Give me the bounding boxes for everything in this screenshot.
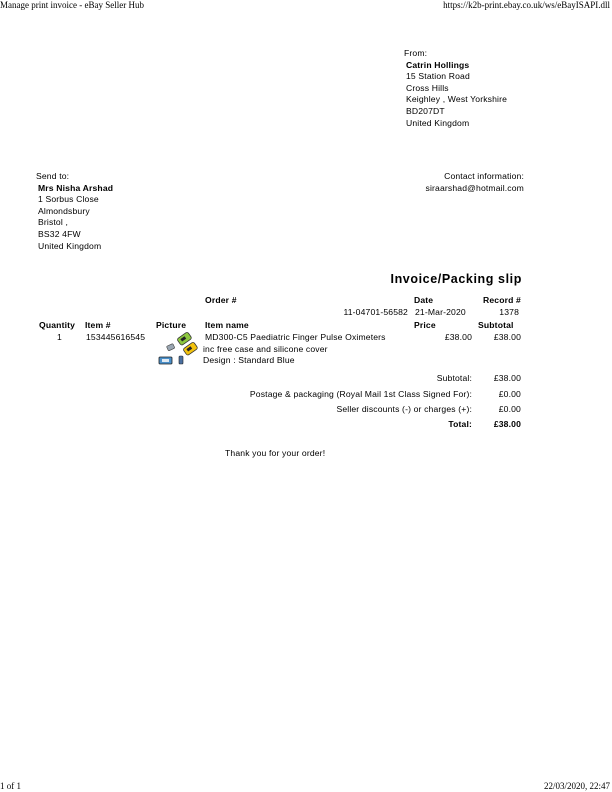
- item-variation: Design : Standard Blue: [203, 355, 295, 366]
- from-name: Catrin Hollings: [406, 59, 470, 70]
- send-to-line: 1 Sorbus Close: [38, 194, 99, 205]
- order-number-label: Order #: [205, 295, 237, 305]
- item-price: £38.00: [444, 332, 472, 342]
- from-line: United Kingdom: [406, 117, 470, 128]
- postage-value: £0.00: [498, 389, 521, 399]
- from-address: [404, 48, 507, 129]
- contact-heading: Contact information:: [444, 171, 524, 181]
- item-name[interactable]: [205, 332, 386, 367]
- thank-you-message: Thank you for your order!: [225, 448, 326, 458]
- from-heading: From:: [404, 48, 428, 58]
- send-to-line: Almondsbury: [38, 205, 90, 216]
- print-page-url: https://k2b-print.ebay.co.uk/ws/eBayISAPI.dll: [443, 0, 610, 10]
- price-header: Price: [414, 320, 436, 330]
- product-thumbnail-image[interactable]: [156, 330, 204, 368]
- from-line: Keighley , West Yorkshire: [406, 94, 508, 105]
- print-datetime: 22/03/2020, 22:47: [543, 781, 610, 791]
- total-label: Total:: [448, 419, 472, 429]
- picture-header: Picture: [156, 320, 187, 330]
- order-date: 21-Mar-2020: [415, 307, 466, 317]
- record-number: 1378: [499, 307, 519, 317]
- from-line: Cross Hills: [406, 82, 449, 93]
- invoice-title: Invoice/Packing slip: [390, 272, 522, 286]
- send-to-name: Mrs Nisha Arshad: [38, 182, 114, 193]
- subtotal-value: £38.00: [493, 373, 521, 383]
- send-to-line: United Kingdom: [38, 240, 102, 251]
- item-number: 153445616545: [86, 332, 146, 342]
- item-name-header: Item name: [205, 320, 249, 330]
- send-to-line: BS32 4FW: [38, 228, 81, 239]
- item-subtotal: £38.00: [493, 332, 521, 342]
- from-line: BD207DT: [406, 105, 445, 116]
- send-to-heading: Send to:: [36, 171, 70, 181]
- print-page-title: Manage print invoice - eBay Seller Hub: [0, 0, 144, 10]
- item-number-header: Item #: [85, 320, 111, 330]
- contact-info: [426, 171, 524, 194]
- date-label: Date: [414, 295, 434, 305]
- item-quantity: 1: [57, 332, 62, 342]
- from-line: 15 Station Road: [406, 71, 470, 82]
- total-value: £38.00: [493, 419, 521, 429]
- quantity-header: Quantity: [39, 320, 76, 330]
- contact-email: siraarshad@hotmail.com: [425, 182, 524, 193]
- item-name-line: MD300-C5 Paediatric Finger Pulse Oximeters: [205, 332, 386, 342]
- discounts-value: £0.00: [498, 404, 521, 414]
- postage-label: Postage & packaging (Royal Mail 1st Class Signed For):: [249, 389, 472, 399]
- send-to-address: [36, 171, 113, 252]
- order-number: 11-04701-56582: [343, 307, 408, 317]
- item-name-line: inc free case and silicone cover: [203, 343, 328, 354]
- discounts-label: Seller discounts (-) or charges (+):: [336, 404, 472, 414]
- subtotal-header: Subtotal: [478, 320, 514, 330]
- record-number-label: Record #: [483, 295, 521, 305]
- subtotal-label: Subtotal:: [436, 373, 472, 383]
- send-to-line: Bristol ,: [38, 217, 69, 228]
- print-page-count: 1 of 1: [0, 781, 21, 791]
